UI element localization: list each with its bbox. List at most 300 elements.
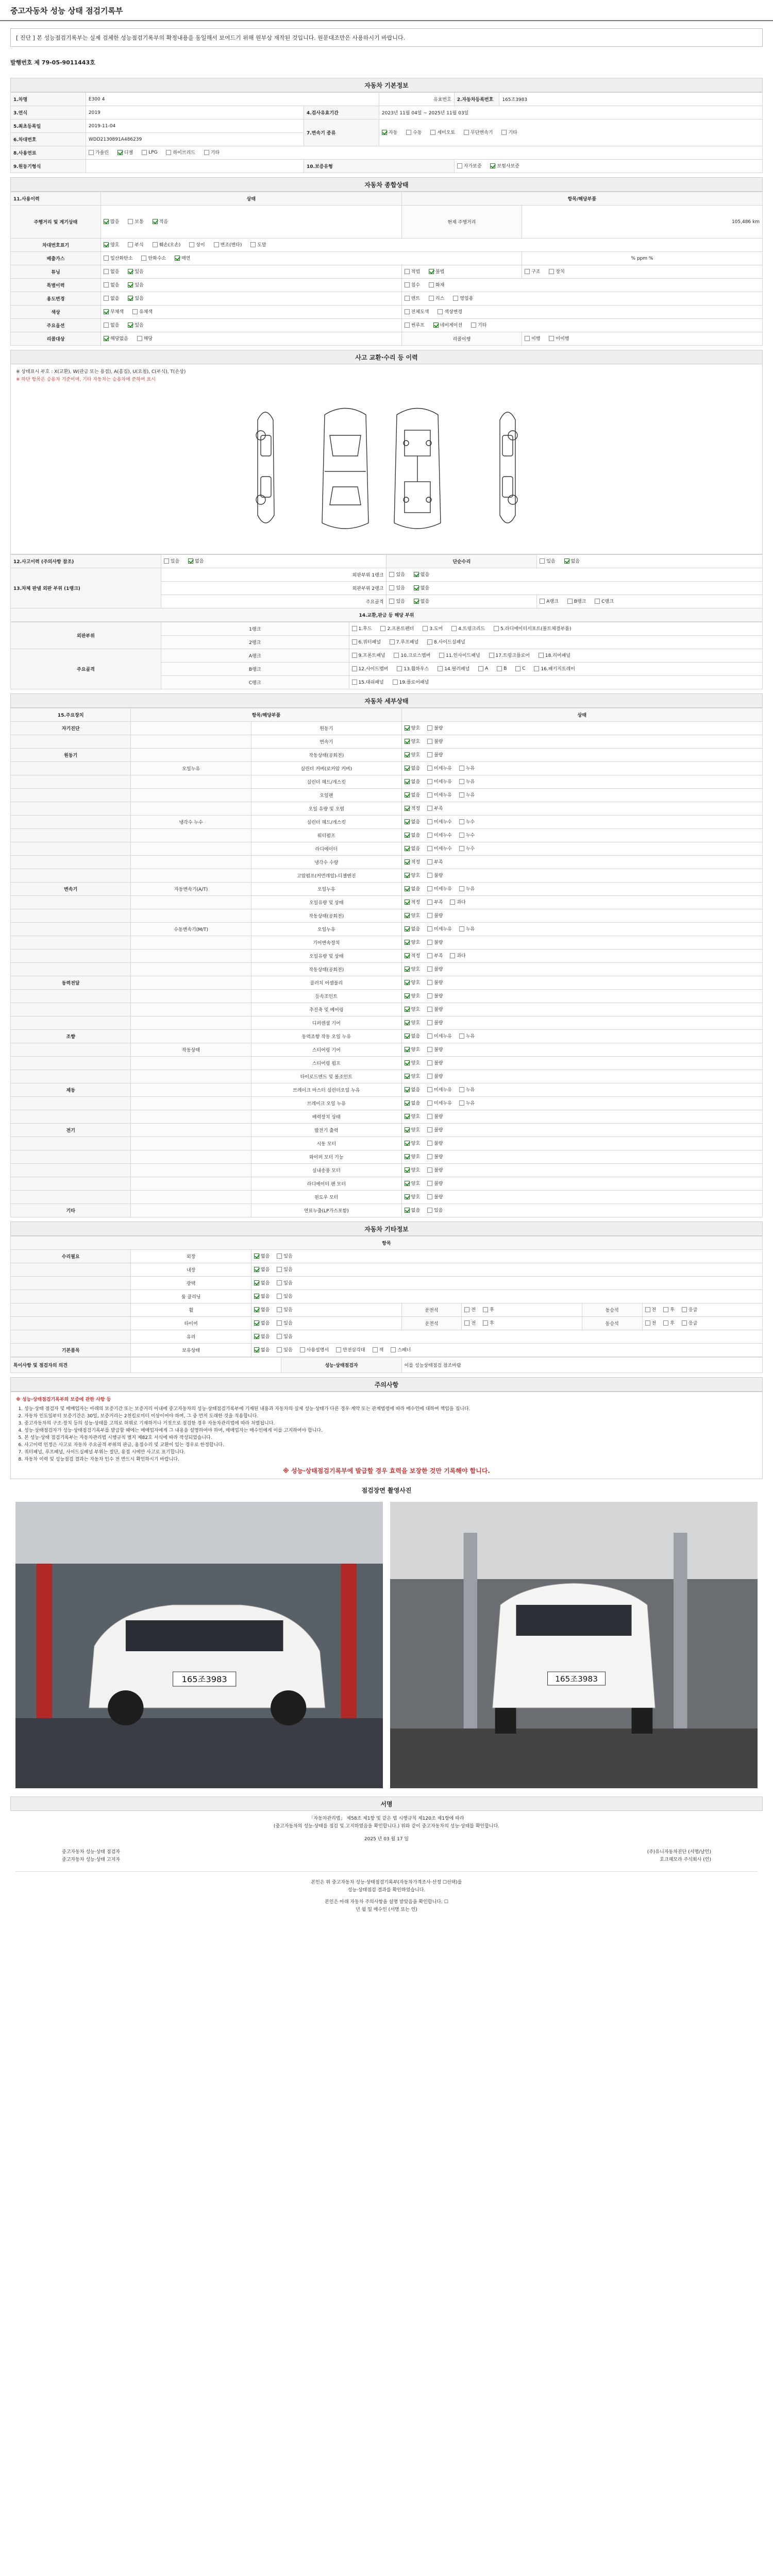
trans-option[interactable]: 기타 bbox=[501, 129, 517, 135]
state-option[interactable]: 불량 bbox=[427, 1073, 443, 1079]
state-option[interactable]: 누유 bbox=[459, 765, 475, 771]
detail-item: 시동 모터 bbox=[251, 1137, 401, 1150]
checkbox-icon bbox=[277, 1320, 282, 1326]
part-option[interactable]: 3.도어 bbox=[423, 625, 443, 632]
detail-group bbox=[11, 963, 131, 976]
state-option[interactable]: 영업용 bbox=[453, 295, 473, 301]
state-option[interactable]: 양호 bbox=[405, 939, 420, 945]
other-item: 내장 bbox=[131, 1263, 251, 1277]
state-option[interactable]: 양호 bbox=[405, 738, 420, 744]
part-option[interactable]: 6.쿼터패널 bbox=[352, 638, 381, 645]
state-option[interactable]: 장치 bbox=[549, 268, 564, 275]
state-option[interactable]: 후 bbox=[483, 1319, 494, 1326]
part-option[interactable]: 8.사이드실패널 bbox=[427, 638, 465, 645]
state-option[interactable]: 탄화수소 bbox=[141, 255, 166, 261]
checkbox-icon bbox=[427, 900, 432, 905]
state-option[interactable]: 누유 bbox=[459, 778, 475, 785]
state-option[interactable]: 부족 bbox=[427, 858, 443, 865]
state-option[interactable]: 렌트 bbox=[405, 295, 420, 301]
state-option[interactable]: 누수 bbox=[459, 845, 475, 852]
state-option[interactable]: 불량 bbox=[427, 912, 443, 919]
state-option[interactable]: 없음 bbox=[405, 832, 420, 838]
checkbox-icon bbox=[427, 806, 432, 811]
state-option[interactable]: 불량 bbox=[427, 1126, 443, 1133]
state-option[interactable]: 없음 bbox=[188, 557, 204, 564]
state-option[interactable]: 불량 bbox=[427, 1166, 443, 1173]
warranty-option[interactable]: 자가보증 bbox=[457, 162, 482, 169]
other-row bbox=[11, 1317, 763, 1330]
state-option[interactable]: 불량 bbox=[427, 1113, 443, 1120]
state-option[interactable]: 부식 bbox=[128, 241, 143, 248]
state-option[interactable]: 전체도색 bbox=[405, 308, 429, 315]
checkbox-icon bbox=[104, 269, 109, 274]
detail-state bbox=[401, 883, 762, 896]
state-option[interactable]: 없음 bbox=[254, 1333, 270, 1340]
state-option[interactable]: B랭크 bbox=[567, 598, 586, 604]
state-option[interactable]: 미세누유 bbox=[427, 885, 452, 892]
state-option[interactable]: 이행 bbox=[525, 335, 540, 342]
state-option[interactable]: 없음 bbox=[414, 571, 429, 578]
state-option[interactable]: 불량 bbox=[427, 965, 443, 972]
detail-state bbox=[401, 869, 762, 883]
detail-item: 배력장치 상태 bbox=[251, 1110, 401, 1124]
state-option[interactable]: 누수 bbox=[459, 832, 475, 838]
state-option[interactable]: 불량 bbox=[427, 992, 443, 999]
state-option[interactable]: 미세누유 bbox=[427, 1099, 452, 1106]
state-option[interactable]: 미세누유 bbox=[427, 778, 452, 785]
notes-section bbox=[10, 1377, 763, 1479]
state-option[interactable]: 있음 bbox=[128, 268, 143, 275]
checkbox-icon bbox=[254, 1267, 259, 1272]
state-option[interactable]: 전 bbox=[464, 1319, 476, 1326]
checkbox-icon bbox=[254, 1280, 259, 1285]
state-option[interactable]: 미세누수 bbox=[427, 845, 452, 852]
state-option[interactable]: 미이행 bbox=[549, 335, 569, 342]
detail-sub bbox=[131, 909, 251, 923]
fuel-option[interactable]: 기타 bbox=[204, 149, 220, 156]
state-option[interactable]: 있음 bbox=[277, 1279, 292, 1286]
photos-section bbox=[10, 1483, 763, 1792]
state-option[interactable]: 누유 bbox=[459, 925, 475, 932]
tuning-options bbox=[101, 265, 402, 279]
state-option[interactable]: 누수 bbox=[459, 818, 475, 825]
state-option[interactable]: 양호 bbox=[405, 1140, 420, 1146]
state-option[interactable]: 있음 bbox=[389, 598, 405, 604]
state-option[interactable]: 매연 bbox=[175, 255, 190, 261]
checkbox-icon bbox=[464, 1307, 469, 1312]
state-option[interactable]: 누유 bbox=[459, 1086, 475, 1093]
part-option[interactable]: 4.트렁크리드 bbox=[451, 625, 485, 632]
checkbox-icon bbox=[501, 130, 507, 135]
detail-row bbox=[11, 829, 763, 842]
state-option[interactable]: 양호 bbox=[405, 965, 420, 972]
state-option[interactable]: 불량 bbox=[427, 979, 443, 986]
detail-sub bbox=[131, 1057, 251, 1070]
state-option[interactable]: 있음 bbox=[128, 295, 143, 301]
general-state-table bbox=[10, 192, 763, 346]
state-option[interactable]: 없음 bbox=[405, 765, 420, 771]
state-option[interactable]: 기타 bbox=[471, 321, 486, 328]
part-option[interactable]: 7.루프패널 bbox=[390, 638, 418, 645]
state-option[interactable]: 있음 bbox=[389, 571, 405, 578]
state-option[interactable]: 후 bbox=[483, 1306, 494, 1313]
state-option[interactable]: 있음 bbox=[277, 1333, 292, 1340]
state-option[interactable]: 부족 bbox=[427, 899, 443, 905]
state-option[interactable]: 양호 bbox=[405, 1113, 420, 1120]
part-option[interactable]: 19.플로어패널 bbox=[393, 679, 429, 685]
checkbox-icon bbox=[427, 1033, 432, 1039]
part-option[interactable]: 15.대쉬패널 bbox=[352, 679, 384, 685]
detail-row bbox=[11, 1150, 763, 1164]
detail-state bbox=[401, 1150, 762, 1164]
state-option[interactable]: 미세누유 bbox=[427, 925, 452, 932]
sign-line-3: 본인은 위 중고자동차 성능·상태점검기록부(자동차가격조사·산정 ☐선택)를 bbox=[311, 1880, 462, 1885]
state-option[interactable]: 침수 bbox=[405, 281, 420, 288]
legend-line-2: ※ 하단 항목은 승용차 기준이며, 기타 자동차는 승용차에 준하여 표시 bbox=[16, 377, 156, 382]
state-option[interactable]: 양호 bbox=[405, 1166, 420, 1173]
state-option[interactable]: 불량 bbox=[427, 724, 443, 731]
state-option[interactable]: 응급 bbox=[682, 1319, 697, 1326]
fuel-option[interactable]: LPG bbox=[142, 150, 157, 155]
state-option[interactable]: 상이 bbox=[189, 241, 205, 248]
detail-sub bbox=[131, 1164, 251, 1177]
state-option[interactable]: 누유 bbox=[459, 1032, 475, 1039]
special-history-options bbox=[101, 279, 402, 292]
state-option[interactable]: 없음 bbox=[405, 1086, 420, 1093]
state-option[interactable]: 적정 bbox=[405, 899, 420, 905]
checkbox-icon bbox=[427, 1007, 432, 1012]
state-option[interactable]: 불량 bbox=[427, 939, 443, 945]
state-option[interactable]: 불량 bbox=[427, 751, 443, 758]
detail-item: 브레이크 마스터 실린더오일 누유 bbox=[251, 1083, 401, 1097]
state-option[interactable]: 누유 bbox=[459, 791, 475, 798]
state-option[interactable]: 없음 bbox=[254, 1306, 270, 1313]
detail-state bbox=[401, 816, 762, 829]
checkbox-icon bbox=[457, 163, 462, 168]
rank1-label: 외판부위 1랭크 bbox=[161, 568, 386, 582]
state-option[interactable]: 양호 bbox=[405, 1059, 420, 1066]
state-option[interactable]: 불량 bbox=[427, 1059, 443, 1066]
state-option[interactable]: 불량 bbox=[427, 1019, 443, 1026]
checkbox-icon bbox=[277, 1334, 282, 1339]
checkbox-icon bbox=[397, 666, 402, 671]
detail-group bbox=[11, 1164, 131, 1177]
detail-state bbox=[401, 1070, 762, 1083]
state-option[interactable]: 양호 bbox=[104, 241, 119, 248]
state-option[interactable]: 없음 bbox=[254, 1346, 270, 1353]
other-item: 타이어 bbox=[131, 1317, 251, 1330]
state-option[interactable]: 구조 bbox=[525, 268, 540, 275]
vin-mark-label: 차대번호표기 bbox=[11, 239, 101, 252]
state-option[interactable]: 있음 bbox=[277, 1252, 292, 1259]
state-option[interactable]: 있음 bbox=[128, 321, 143, 328]
state-option[interactable]: 과다 bbox=[450, 952, 465, 959]
state-option[interactable]: 누유 bbox=[459, 885, 475, 892]
trans-option[interactable]: 수동 bbox=[406, 129, 422, 135]
checkbox-icon bbox=[427, 859, 432, 865]
state-option[interactable]: 없음 bbox=[405, 1207, 420, 1213]
state-option[interactable]: 변조(변타) bbox=[214, 241, 242, 248]
state-option[interactable]: 사용설명서 bbox=[300, 1346, 329, 1353]
checkbox-icon bbox=[405, 1020, 410, 1025]
state-option[interactable]: 없음 bbox=[104, 295, 119, 301]
state-option[interactable]: 적정 bbox=[405, 805, 420, 811]
state-option[interactable]: 있음 bbox=[164, 557, 179, 564]
state-option[interactable]: 있음 bbox=[277, 1346, 292, 1353]
state-option[interactable]: 없음 bbox=[405, 818, 420, 825]
state-option[interactable]: 양호 bbox=[405, 1073, 420, 1079]
state-option[interactable]: 있음 bbox=[427, 1207, 443, 1213]
detail-group bbox=[11, 829, 131, 842]
checkbox-icon bbox=[459, 819, 464, 824]
state-option[interactable]: 없음 bbox=[254, 1266, 270, 1273]
checkbox-icon bbox=[459, 1033, 464, 1039]
state-option[interactable]: 없음 bbox=[254, 1279, 270, 1286]
part-option[interactable]: 5.라디에이터서포트(볼트체결부품) bbox=[494, 625, 571, 632]
sign-row bbox=[15, 1856, 758, 1864]
state-option[interactable]: 없음 bbox=[254, 1293, 270, 1299]
checkbox-icon bbox=[497, 666, 502, 671]
state-option[interactable]: 불량 bbox=[427, 1153, 443, 1160]
state-option[interactable]: 후 bbox=[663, 1319, 675, 1326]
state-option[interactable]: 스패너 bbox=[391, 1346, 411, 1353]
state-option[interactable]: 불량 bbox=[427, 872, 443, 878]
detail-row bbox=[11, 1137, 763, 1150]
checkbox-icon bbox=[483, 1307, 488, 1312]
state-option[interactable]: 양호 bbox=[405, 979, 420, 986]
state-option[interactable]: 누유 bbox=[459, 1099, 475, 1106]
other-row bbox=[11, 1330, 763, 1344]
checkbox-icon bbox=[427, 1154, 432, 1159]
part-option[interactable]: 17.트렁크플로어 bbox=[489, 652, 530, 658]
state-option[interactable]: 없음 bbox=[405, 1032, 420, 1039]
vin-value: WDD2130891A486239 bbox=[86, 133, 304, 146]
state-option[interactable]: 색상변경 bbox=[438, 308, 462, 315]
part-option[interactable]: 9.프론트패널 bbox=[352, 652, 385, 658]
state-option[interactable]: 양호 bbox=[405, 872, 420, 878]
state-option[interactable]: 양호 bbox=[405, 751, 420, 758]
state-option[interactable]: 없음 bbox=[564, 557, 580, 564]
other-group bbox=[11, 1290, 131, 1303]
state-option[interactable]: 응급 bbox=[682, 1306, 697, 1313]
state-option[interactable]: 불량 bbox=[427, 738, 443, 744]
detail-sub bbox=[131, 1150, 251, 1164]
sign-line-6: 년 월 일 매수인 (서명 또는 인) bbox=[356, 1907, 417, 1912]
legend bbox=[11, 364, 762, 384]
trans-option[interactable]: 세미오토 bbox=[430, 129, 455, 135]
state-option[interactable]: 안전삼각대 bbox=[336, 1346, 365, 1353]
state-option[interactable]: 미세누수 bbox=[427, 832, 452, 838]
state-option[interactable]: 없음 bbox=[405, 791, 420, 798]
state-option[interactable]: 없음 bbox=[405, 845, 420, 852]
checkbox-icon bbox=[250, 242, 256, 247]
checkbox-icon bbox=[405, 1181, 410, 1186]
state-option[interactable]: 미세누수 bbox=[427, 818, 452, 825]
state-option[interactable]: 네비게이션 bbox=[433, 321, 462, 328]
state-option[interactable]: 적법 bbox=[405, 268, 420, 275]
vin-mark-options bbox=[101, 239, 763, 252]
state-option[interactable]: 부족 bbox=[427, 805, 443, 811]
state-option[interactable]: 유채색 bbox=[132, 308, 153, 315]
state-option[interactable]: 리스 bbox=[429, 295, 444, 301]
driver-side-label: 운전석 bbox=[401, 1303, 462, 1317]
state-option[interactable]: A랭크 bbox=[540, 598, 559, 604]
recall-sub bbox=[522, 332, 763, 346]
checkbox-icon bbox=[427, 792, 432, 798]
checkbox-icon bbox=[414, 572, 419, 577]
detail-state bbox=[401, 1124, 762, 1137]
other-row bbox=[11, 1263, 763, 1277]
state-option[interactable]: 무채색 bbox=[104, 308, 124, 315]
state-option[interactable]: 없음 bbox=[414, 598, 429, 604]
rank1-options bbox=[386, 568, 763, 582]
state-option[interactable]: 적정 bbox=[405, 952, 420, 959]
state-option[interactable]: 훼손(오손) bbox=[153, 241, 181, 248]
state-option[interactable]: 양호 bbox=[405, 1126, 420, 1133]
warranty-option[interactable]: 보험사보증 bbox=[490, 162, 519, 169]
fuel-option[interactable]: 디젤 bbox=[117, 149, 133, 156]
state-option[interactable]: 없음 bbox=[405, 1099, 420, 1106]
state-option[interactable]: 불량 bbox=[427, 1006, 443, 1012]
part-option[interactable]: 10.크로스멤버 bbox=[394, 652, 430, 658]
part-option[interactable]: 1.후드 bbox=[352, 625, 372, 632]
state-option[interactable]: 없음 bbox=[414, 584, 429, 591]
checkbox-icon bbox=[405, 1194, 410, 1199]
state-option[interactable]: 썬루프 bbox=[405, 321, 425, 328]
state-option[interactable]: 없음 bbox=[104, 281, 119, 288]
fuel-option[interactable]: 가솔린 bbox=[89, 149, 109, 156]
state-option[interactable]: 양호 bbox=[405, 1180, 420, 1187]
state-option[interactable]: 없음 bbox=[405, 885, 420, 892]
state-option[interactable]: 양호 bbox=[405, 1019, 420, 1026]
part-option[interactable]: 16.패키지트레이 bbox=[534, 665, 575, 672]
part-option[interactable]: 14.필러패널 bbox=[438, 665, 469, 672]
sign-date: 2025 년 03 월 17 일 bbox=[364, 1837, 409, 1842]
state-option[interactable]: 양호 bbox=[405, 1046, 420, 1053]
state-option[interactable]: 과다 bbox=[450, 899, 465, 905]
state-option[interactable]: 양호 bbox=[405, 1006, 420, 1012]
state-option[interactable]: 없음 bbox=[405, 778, 420, 785]
state-option[interactable]: 있음 bbox=[277, 1319, 292, 1326]
detail-state bbox=[401, 842, 762, 856]
checkbox-icon bbox=[405, 779, 410, 784]
state-option[interactable]: 양호 bbox=[405, 992, 420, 999]
state-option[interactable]: 해당없음 bbox=[104, 335, 128, 342]
part-option[interactable]: A bbox=[478, 666, 488, 671]
state-option[interactable]: 미세누유 bbox=[427, 1086, 452, 1093]
state-option[interactable]: 양호 bbox=[405, 1193, 420, 1200]
passenger-side-options bbox=[642, 1317, 762, 1330]
checkbox-icon bbox=[534, 666, 539, 671]
state-option[interactable]: 미세누유 bbox=[427, 1032, 452, 1039]
part-option[interactable]: 11.인사이드패널 bbox=[439, 652, 480, 658]
checkbox-icon bbox=[405, 725, 410, 731]
part-option[interactable]: 2.프론트펜더 bbox=[380, 625, 414, 632]
state-option[interactable]: 화재 bbox=[429, 281, 444, 288]
state-option[interactable]: 없음 bbox=[104, 321, 119, 328]
state-option[interactable]: 있음 bbox=[128, 281, 143, 288]
other-row bbox=[11, 1250, 763, 1263]
checkbox-icon bbox=[405, 833, 410, 838]
state-option[interactable]: 미세누유 bbox=[427, 765, 452, 771]
state-option[interactable]: 적정 bbox=[405, 858, 420, 865]
detail-sub bbox=[131, 856, 251, 869]
detail-item: 클러치 어셈블리 bbox=[251, 976, 401, 990]
state-option[interactable]: 전 bbox=[464, 1306, 476, 1313]
state-option[interactable]: 적음 bbox=[153, 218, 168, 225]
garage-photo-icon bbox=[390, 1502, 758, 1788]
detail-sub bbox=[131, 976, 251, 990]
checkbox-icon bbox=[277, 1267, 282, 1272]
state-option[interactable]: 전 bbox=[645, 1306, 657, 1313]
photos-header: 점검장면 촬영사진 bbox=[10, 1483, 763, 1498]
detail-item: 연료누출(LP가스포함) bbox=[251, 1204, 401, 1217]
part-option[interactable]: 12.사이드멤버 bbox=[352, 665, 389, 672]
state-option[interactable]: 있음 bbox=[277, 1266, 292, 1273]
state-option[interactable]: 일산화탄소 bbox=[104, 255, 132, 261]
state-option[interactable]: 잭 bbox=[373, 1346, 384, 1353]
state-option[interactable]: 없음 bbox=[254, 1252, 270, 1259]
state-option[interactable]: 양호 bbox=[405, 724, 420, 731]
state-option[interactable]: 미세누유 bbox=[427, 791, 452, 798]
state-option[interactable]: 전 bbox=[645, 1319, 657, 1326]
part-option[interactable]: C bbox=[515, 666, 525, 671]
detail-state bbox=[401, 856, 762, 869]
part-option[interactable]: 13.휠하우스 bbox=[397, 665, 429, 672]
state-option[interactable]: 도말 bbox=[250, 241, 266, 248]
state-option[interactable]: 부족 bbox=[427, 952, 443, 959]
detail-item: 타이로드엔드 및 볼조인트 bbox=[251, 1070, 401, 1083]
note-item: 6. 사고이력 인정은 사고로 자동차 주요골격 부위의 판금, 용접수리 및 교환이 있는 경우로 한정합니다. bbox=[24, 1442, 757, 1449]
parts-list bbox=[349, 649, 762, 663]
detail-item: 작동상태(공회전) bbox=[251, 909, 401, 923]
state-option[interactable]: 불량 bbox=[427, 1193, 443, 1200]
state-option[interactable]: 있음 bbox=[277, 1306, 292, 1313]
checkbox-icon bbox=[682, 1307, 687, 1312]
state-option[interactable]: 불법 bbox=[429, 268, 444, 275]
state-option[interactable]: 없음 bbox=[104, 268, 119, 275]
detail-sub: 오일누유 bbox=[131, 762, 251, 775]
state-option[interactable]: 있음 bbox=[389, 584, 405, 591]
detail-row bbox=[11, 802, 763, 816]
state-option[interactable]: 불량 bbox=[427, 1140, 443, 1146]
detail-group: 제동 bbox=[11, 1083, 131, 1097]
state-option[interactable]: C랭크 bbox=[595, 598, 614, 604]
detail-item: 작동상태(공회전) bbox=[251, 963, 401, 976]
detail-sub bbox=[131, 829, 251, 842]
state-option[interactable]: 없음 bbox=[254, 1319, 270, 1326]
state-option[interactable]: 후 bbox=[663, 1306, 675, 1313]
state-option[interactable]: 불량 bbox=[427, 1180, 443, 1187]
state-option[interactable]: 해당 bbox=[137, 335, 153, 342]
state-option[interactable]: 양호 bbox=[405, 912, 420, 919]
first-reg-value: 2019-11-04 bbox=[86, 120, 304, 133]
state-option[interactable]: 없음 bbox=[405, 925, 420, 932]
part-option[interactable]: B bbox=[497, 666, 507, 671]
trans-option[interactable]: 자동 bbox=[382, 129, 397, 135]
checkbox-icon bbox=[423, 626, 428, 631]
checkbox-icon bbox=[429, 282, 434, 287]
trans-option[interactable]: 무단변속기 bbox=[464, 129, 493, 135]
fuel-option[interactable]: 하이브리드 bbox=[166, 149, 195, 156]
state-option[interactable]: 있음 bbox=[277, 1293, 292, 1299]
state-option[interactable]: 불량 bbox=[427, 1046, 443, 1053]
state-option[interactable]: 있음 bbox=[540, 557, 555, 564]
part-option[interactable]: 18.리어패널 bbox=[539, 652, 570, 658]
state-option[interactable]: 보통 bbox=[128, 218, 143, 225]
state-option[interactable]: 많음 bbox=[104, 218, 119, 225]
state-option[interactable]: 양호 bbox=[405, 1153, 420, 1160]
